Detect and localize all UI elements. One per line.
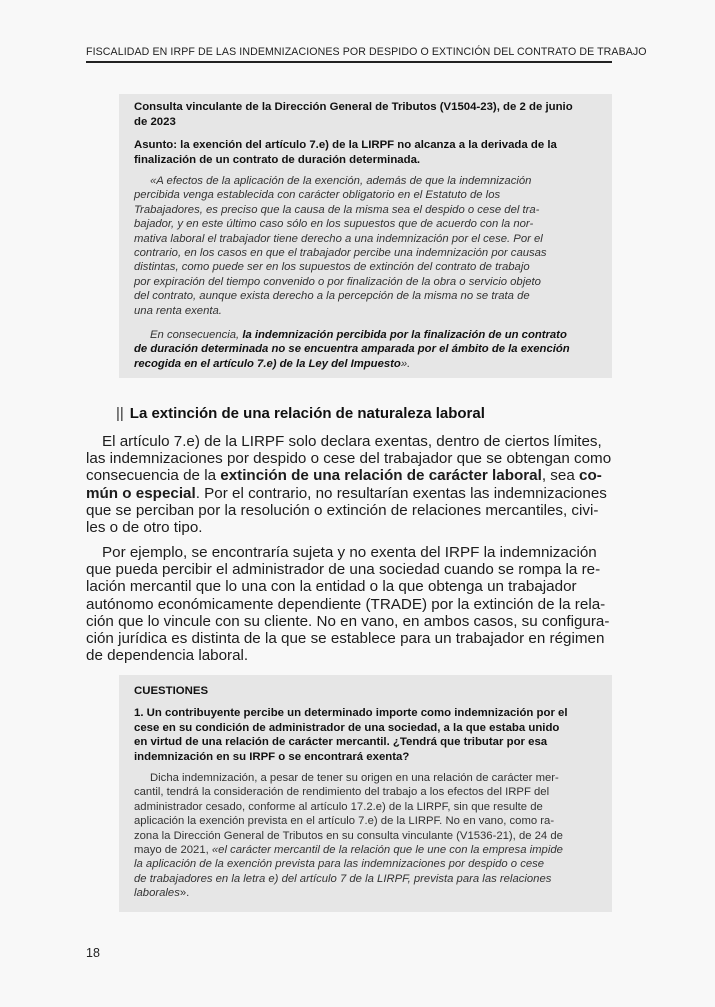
cuestion-answer — [134, 771, 597, 901]
quote-line: «A efectos de la aplicación de la exención, además de que la indemnización — [150, 175, 532, 187]
conclusion-bold: la indemnización percibida por la finalización de un contrato — [242, 329, 567, 341]
page-number: 18 — [86, 946, 100, 960]
paragraph-line: autónomo económicamente dependiente (TRADE) por la extinción de la rela- — [86, 595, 606, 613]
section-marker: || — [116, 405, 124, 422]
answer-line — [134, 886, 597, 900]
question-line: indemnización en su IRPF o se encontrará exenta? — [134, 750, 410, 763]
consulta-box — [119, 94, 612, 378]
paragraph-line: que se perciban por la resolución o extinción de relaciones mercantiles, civi- — [86, 501, 599, 519]
bold-run: mún o especial — [86, 484, 196, 502]
answer-line — [134, 843, 597, 857]
conclusion-tail: ». — [400, 357, 411, 370]
quote-line: distintas, como puede ser en los supuestos de extinción del contrato de trabajo — [134, 261, 530, 274]
text-run: , sea — [541, 467, 579, 485]
conclusion-line — [134, 328, 597, 342]
conclusion-bold: recogida en el artículo 7.e) de la Ley del Impuesto — [134, 357, 401, 370]
answer-line: Dicha indemnización, a pesar de tener su origen en una relación de carácter mer- — [150, 772, 559, 784]
section-title-text: La extinción de una relación de naturaleza laboral — [129, 405, 485, 422]
paragraph-2 — [86, 544, 612, 664]
paragraph-line: les o de otro tipo. — [86, 518, 203, 536]
conclusion-line — [134, 357, 597, 371]
text-run: consecuencia de la — [86, 467, 221, 485]
italic-run: laborales — [134, 887, 180, 900]
answer-line: cantil, tendrá la consideración de rendimiento del trabajo a los efectos del IRPF del — [134, 786, 550, 799]
answer-line: aplicación la exención prevista en el artículo 7.e) de la LIRPF. No en vano, como ra- — [134, 815, 555, 828]
paragraph-line: las indemnizaciones por despido o cese del trabajador que se obtengan como — [86, 450, 612, 468]
cuestion-question — [134, 706, 568, 764]
answer-line: de trabajadores en la letra e) del artículo 7 de la LIRPF, prevista para las relaciones — [134, 872, 552, 885]
quote-line: percibida venga establecida con carácter obligatorio en el Estatuto de los — [134, 189, 501, 202]
conclusion-lead: En consecuencia, — [150, 329, 243, 341]
paragraph-line: Por ejemplo, se encontraría sujeta y no exenta del IRPF la indemnización — [102, 544, 597, 561]
text-run: mayo de 2021, — [134, 844, 212, 857]
paragraph-line: ción que lo vincule con su cliente. No en vano, en ambos casos, su configura- — [86, 612, 610, 630]
asunto-line: finalización de un contrato de duración determinada. — [134, 153, 421, 166]
running-header: FISCALIDAD EN IRPF DE LAS INDEMNIZACIONES POR DESPIDO O EXTINCIÓN DEL CONTRATO DE TRABAJO — [86, 46, 647, 58]
paragraph-line: que pueda percibir el administrador de una sociedad cuando se rompa la re- — [86, 561, 601, 579]
consulta-title-line: de 2023 — [134, 115, 176, 128]
consulta-quote — [134, 174, 597, 318]
quote-line: una renta exenta. — [134, 304, 222, 317]
cuestiones-box — [119, 675, 612, 912]
paragraph-1 — [86, 433, 612, 536]
paragraph-line — [86, 467, 612, 484]
answer-line: zona la Dirección General de Tributos en su consulta vinculante (V1536-21), de 24 de — [134, 829, 563, 842]
answer-line: la aplicación de la exención prevista para las indemnizaciones por despido o cese — [134, 858, 545, 871]
cuestiones-heading: CUESTIONES — [134, 685, 209, 697]
italic-run: «el carácter mercantil de la relación que le une con la empresa impide — [211, 844, 563, 857]
paragraph-line: ción jurídica es distinta de la que se establece para un trabajador en régimen — [86, 629, 605, 647]
paragraph-line — [86, 485, 612, 502]
asunto-line: Asunto: la exención del artículo 7.e) de la LIRPF no alcanza a la derivada de la — [134, 139, 557, 151]
header-rule — [86, 61, 612, 63]
quote-line: bajador, y en este último caso sólo en los supuestos que de acuerdo con la nor- — [134, 218, 534, 231]
conclusion-bold: de duración determinada no se encuentra amparada por el ámbito de la exención — [134, 343, 570, 356]
paragraph-line: lación mercantil que lo una con la entidad o la que obtenga un trabajador — [86, 578, 577, 596]
quote-line: del contrato, aunque exista derecho a la percepción de la misma no se trata de — [134, 290, 530, 303]
text-run: ». — [179, 887, 190, 900]
consulta-title-line: Consulta vinculante de la Dirección General de Tributos (V1504-23), de 2 de junio — [134, 101, 573, 113]
paragraph-line: de dependencia laboral. — [86, 647, 249, 665]
bold-run: co- — [579, 467, 602, 485]
consulta-conclusion — [134, 328, 597, 371]
answer-line: administrador cesado, conforme al artículo 17.2.e) de la LIRPF, sin que resulte de — [134, 800, 543, 813]
section-heading — [116, 405, 485, 422]
paragraph-line: El artículo 7.e) de la LIRPF solo declara exentas, dentro de ciertos límites, — [102, 433, 602, 450]
question-line: en virtud de una relación de carácter mercantil. ¿Tendrá que tributar por esa — [134, 736, 548, 748]
bold-run: extinción de una relación de carácter laboral — [220, 467, 542, 485]
quote-line: Trabajadores, es preciso que la causa de la misma sea el despido o cese del tra- — [134, 203, 540, 216]
quote-line: por expiración del tiempo convenido o por finalización de la obra o servicio objeto — [134, 275, 541, 288]
quote-line: contrario, en los casos en que el trabajador percibe una indemnización por causas — [134, 247, 547, 260]
consulta-asunto — [134, 138, 557, 167]
question-line: 1. Un contribuyente percibe un determinado importe como indemnización por el — [134, 707, 568, 719]
text-run: . Por el contrario, no resultarían exentas las indemnizaciones — [195, 484, 607, 502]
consulta-title — [134, 100, 573, 129]
question-line: cese en su condición de administrador de una sociedad, a la que estaba unido — [134, 721, 560, 734]
quote-line: mativa laboral el trabajador tiene derecho a una indemnización por el cese. Por el — [134, 232, 543, 245]
